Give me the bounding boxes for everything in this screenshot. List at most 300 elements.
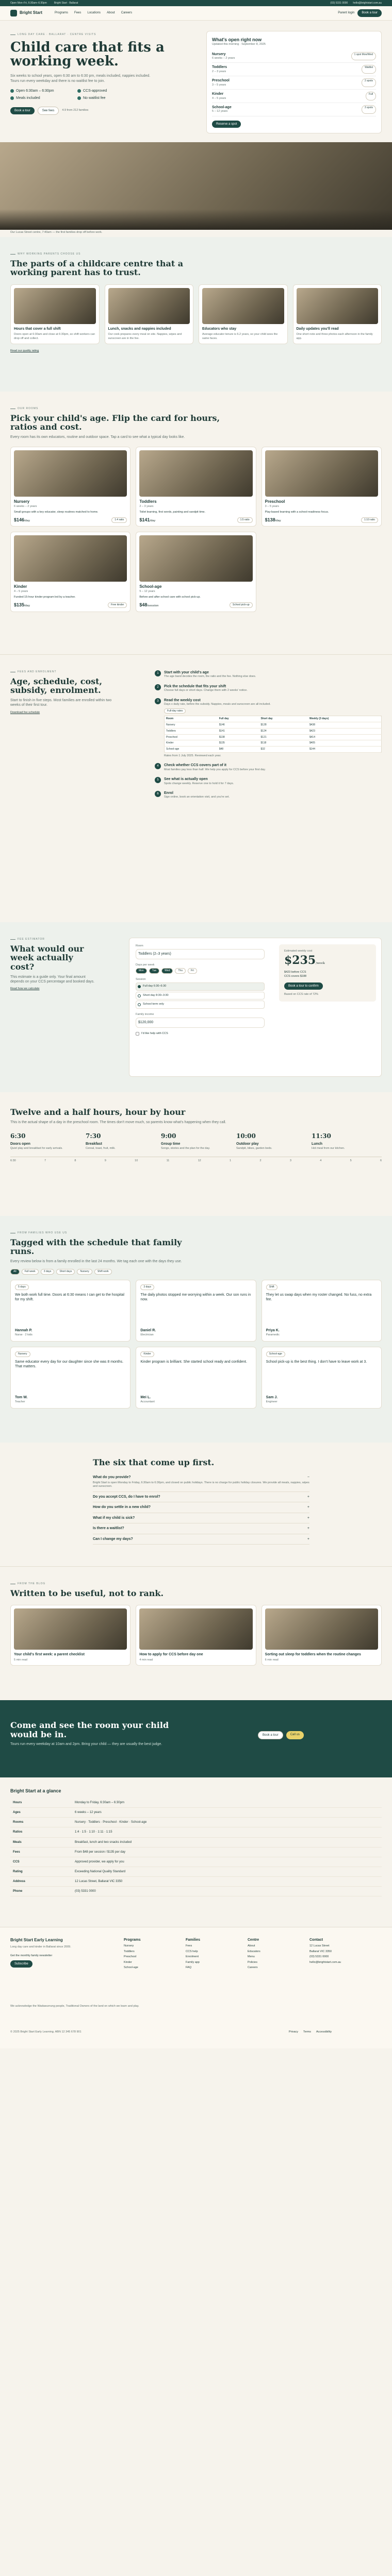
- age-card-range: 6 weeks – 2 years: [14, 505, 37, 509]
- day-slot: [236, 1132, 306, 1150]
- age-card-price-row: [14, 602, 127, 608]
- fee-table-cell: $141: [218, 728, 259, 734]
- step-text: Most families pay less than half. We help you apply for CCS before your first day.: [164, 768, 266, 771]
- day-chip[interactable]: Mon: [136, 968, 147, 974]
- age-card-tag: 1:5 ratio: [237, 517, 253, 523]
- review-card: [10, 1280, 130, 1342]
- glance-row: [10, 1798, 382, 1808]
- review-role: Teacher: [15, 1400, 25, 1403]
- parts-photo: [202, 288, 284, 324]
- price-value: $138: [265, 517, 275, 523]
- age-photo: [14, 535, 127, 582]
- day-section: [0, 1092, 392, 1216]
- review-role: Paramedic: [266, 1333, 280, 1336]
- hero-point: Meals included: [16, 96, 40, 100]
- hour-tick[interactable]: 12: [198, 1159, 201, 1163]
- fee-table: [164, 716, 382, 753]
- parts-card-title: Educators who stay: [202, 327, 237, 331]
- session-option[interactable]: [136, 1001, 265, 1008]
- parts-photo: [297, 288, 379, 324]
- footer-col: [248, 1938, 294, 1972]
- step-title: Read the weekly cost: [164, 698, 201, 702]
- hour-tick[interactable]: 10: [135, 1159, 138, 1163]
- room-ages: 5 – 12 years: [212, 110, 228, 113]
- rate-chip[interactable]: Full-day rates: [164, 708, 186, 714]
- cta-call-button[interactable]: Call us: [286, 1731, 304, 1739]
- hero-point: CCS-approved: [83, 89, 107, 93]
- parts-card-title: Lunch, snacks and nappies included: [108, 327, 171, 331]
- availability-row[interactable]: [212, 50, 376, 63]
- slot-label: Outdoor play: [236, 1142, 259, 1146]
- glance-row: [10, 1818, 382, 1827]
- availability-row[interactable]: [212, 103, 376, 116]
- blog-title: Your child's first week: a parent checklist: [14, 1653, 85, 1657]
- footer-link[interactable]: Policies: [248, 1960, 257, 1964]
- step-title: Start with your child's age: [164, 671, 209, 674]
- step: [155, 670, 382, 679]
- review-card: [10, 1347, 130, 1409]
- day-lede: This is the actual shape of a day in the preschool room. The times don't move much, so parents know what's happening when they call.: [10, 1120, 226, 1124]
- fee-table-row: [165, 740, 382, 747]
- session-option[interactable]: [136, 992, 265, 999]
- parts-card: [199, 284, 288, 344]
- radio-icon: [138, 985, 141, 988]
- faq-question: What if my child is sick?: [93, 1516, 135, 1520]
- footer-link[interactable]: Preschool: [124, 1955, 137, 1959]
- slot-time: 11:30: [312, 1132, 331, 1140]
- footer-col-heading: Contact: [309, 1938, 323, 1942]
- fee-table-cell: Kinder: [165, 740, 218, 747]
- cta-book-tour-button[interactable]: Book a tour: [258, 1731, 283, 1739]
- slot-label: Doors open: [10, 1142, 30, 1146]
- footer-link[interactable]: Nursery: [124, 1944, 134, 1948]
- fee-table-cell: School-age: [165, 747, 218, 753]
- parts-card-body: One short note and three photos each afternoon in the family app.: [296, 333, 373, 340]
- fee-table-header: Weekly (3 days): [308, 716, 382, 722]
- review-card: [136, 1280, 256, 1342]
- review-filter[interactable]: Shift work: [94, 1269, 112, 1275]
- blog-meta: 4 min read: [139, 1658, 153, 1662]
- fee-table-cell: $48: [218, 747, 259, 753]
- review-name: Hannah P.: [15, 1329, 32, 1333]
- glance-key: Fees: [10, 1847, 72, 1857]
- quality-rating-link[interactable]: Read our quality rating: [10, 349, 39, 353]
- estimate-label: Estimated weekly cost: [284, 950, 313, 953]
- age-card-price-row: [139, 517, 252, 523]
- age-card-name: Toddlers: [139, 499, 157, 504]
- footer: [0, 1927, 392, 2048]
- fee-table-cell: $438: [308, 722, 382, 728]
- parts-card-body: Our cook prepares every meal on site. Nappies, wipes and sunscreen are in the fee.: [108, 333, 182, 340]
- step-body: [164, 698, 382, 758]
- parts-card-body: Average educator tenure is 6.2 years, so your child sees the same faces.: [202, 333, 278, 340]
- age-card[interactable]: [262, 447, 382, 527]
- faq-question-row[interactable]: [93, 1516, 309, 1520]
- hour-tick[interactable]: 11: [166, 1159, 170, 1163]
- review-role: Electrician: [140, 1333, 154, 1336]
- review-tag: Kinder: [140, 1351, 154, 1357]
- hour-tick[interactable]: 8: [74, 1159, 76, 1163]
- session-label: Short day 8:30–3:30: [143, 993, 169, 997]
- estimate-unit: /week: [316, 962, 325, 965]
- slot-label: Breakfast: [86, 1142, 102, 1146]
- day-chip[interactable]: Fri: [188, 968, 197, 974]
- age-card-body: Toilet learning, first words, painting and sandpit time.: [139, 510, 206, 514]
- availability-status: 3 spots: [362, 105, 376, 114]
- glance-title: Bright Start at a glance: [10, 1788, 61, 1793]
- faq-item[interactable]: [93, 1472, 309, 1492]
- footer-link[interactable]: Kinder: [124, 1960, 132, 1964]
- hour-tick[interactable]: 1: [230, 1159, 232, 1163]
- faq-question-row[interactable]: [93, 1526, 309, 1531]
- hour-tick[interactable]: 2: [259, 1159, 262, 1163]
- room-name: Kinder: [212, 92, 224, 96]
- fee-table-cell: $124: [259, 728, 308, 734]
- availability-row[interactable]: [212, 76, 376, 90]
- legal-link[interactable]: Accessibility: [316, 2030, 332, 2033]
- step-number: 4: [155, 763, 161, 769]
- ccs-rate-note: Based on CCS rate of 72%: [284, 993, 319, 996]
- footer-link[interactable]: Careers: [248, 1966, 258, 1970]
- hour-tick[interactable]: 4: [320, 1159, 322, 1163]
- review-role: Accountant: [140, 1400, 155, 1403]
- glance-key: Meals: [10, 1837, 72, 1847]
- hero-caption: Our Lucas Street centre, 7:40am — the first families drop off before work.: [10, 231, 103, 234]
- gross-cost: $423 before CCS: [284, 971, 306, 974]
- footer-link[interactable]: Menu: [248, 1955, 255, 1959]
- footer-link[interactable]: Family app: [186, 1960, 200, 1964]
- age-card-body: Funded 15-hour kinder program led by a teacher.: [14, 595, 76, 599]
- faq-question-row[interactable]: [93, 1495, 309, 1499]
- ccs-help-checkbox[interactable]: [136, 1032, 139, 1036]
- footer-col-heading: Programs: [124, 1938, 141, 1942]
- faq-item[interactable]: [93, 1523, 309, 1534]
- check-icon: [10, 96, 14, 100]
- copyright: © 2025 Bright Start Early Learning. ABN 12 345 678 901: [10, 2030, 81, 2033]
- hero-point: Open 6:30am – 6:30pm: [16, 89, 54, 93]
- faq-question-row[interactable]: [93, 1537, 309, 1541]
- room-name: Toddlers: [212, 65, 227, 70]
- day-slot: [161, 1132, 231, 1150]
- blog-card[interactable]: [262, 1605, 382, 1666]
- chevron-down-icon: −: [307, 1475, 309, 1479]
- parts-eyebrow: WHY WORKING PARENTS CHOOSE US: [10, 252, 382, 256]
- faq-item[interactable]: [93, 1513, 309, 1523]
- parent-login-link[interactable]: Parent login: [338, 11, 355, 15]
- room-name: Nursery: [212, 52, 226, 56]
- glance-key: Ratios: [10, 1827, 72, 1837]
- hour-tick[interactable]: 7: [44, 1159, 46, 1163]
- ages-title: Pick your child's age. Flip the card for hours, ratios and cost.: [10, 413, 220, 432]
- fee-table-row: [165, 747, 382, 753]
- step-title: Pick the schedule that fits your shift: [164, 684, 226, 688]
- location-text: Bright Start · Ballarat: [54, 1, 78, 5]
- fee-table-cell: $135: [218, 740, 259, 747]
- review-name: Daniel R.: [140, 1329, 156, 1333]
- check-icon: [77, 89, 81, 93]
- ages-lede: Every room has its own educators, routine and outdoor space. Tap a card to see what a typical day looks like.: [10, 435, 185, 439]
- hours-text: Open Mon–Fri, 6:30am–6:30pm: [10, 1, 47, 5]
- check-icon: [77, 96, 81, 100]
- glance-value: Approved provider, we apply for you: [72, 1857, 382, 1867]
- glance-section: [0, 1777, 392, 1927]
- hour-tick[interactable]: 3: [289, 1159, 291, 1163]
- income-label: Family income: [136, 1012, 154, 1016]
- review-filter[interactable]: Nursery: [77, 1269, 92, 1275]
- confirm-tour-button[interactable]: Book a tour to confirm: [284, 982, 323, 990]
- room-ages: 2 – 3 years: [212, 70, 226, 73]
- fee-schedule-link[interactable]: Download fee schedule: [10, 710, 40, 714]
- age-card-tag: 1:10 ratio: [361, 517, 378, 523]
- footer-link[interactable]: Fees: [186, 1944, 192, 1948]
- review-author: [15, 1328, 32, 1337]
- age-card[interactable]: [10, 447, 130, 527]
- reviews-eyebrow: FROM FAMILIES WHO USE US: [10, 1231, 382, 1235]
- price-unit: /day: [24, 519, 30, 523]
- footer-link[interactable]: Toddlers: [124, 1950, 135, 1953]
- nav-fees[interactable]: Fees: [74, 11, 81, 15]
- age-photo: [139, 535, 252, 582]
- availability-room: [212, 52, 235, 61]
- availability-room: [212, 78, 230, 87]
- blog-title: Sorting out sleep for toddlers when the routine changes: [265, 1653, 361, 1657]
- blog-photo: [14, 1608, 127, 1650]
- acknowledgement: We acknowledge the Wadawurrung people, Traditional Owners of the land on which we learn and play.: [10, 2005, 139, 2008]
- review-quote: Same educator every day for our daughter since she was 8 months. That matters.: [15, 1360, 124, 1369]
- legal-link[interactable]: Terms: [303, 2030, 312, 2033]
- room-name: Preschool: [212, 79, 230, 83]
- review-card: [262, 1347, 382, 1409]
- costs-lede: Start to finish in five steps. Most families are enrolled within two weeks of their first tour.: [10, 698, 112, 707]
- step-number: 1: [155, 670, 161, 676]
- review-filter[interactable]: Short days: [56, 1269, 75, 1275]
- top-bar: [0, 0, 392, 6]
- footer-link[interactable]: Enrolment: [186, 1955, 199, 1959]
- price-unit: /session: [147, 604, 159, 608]
- footer-link[interactable]: About: [248, 1944, 255, 1948]
- footer-link[interactable]: (03) 5331 0000: [309, 1955, 329, 1959]
- price-value: $48: [139, 602, 148, 608]
- step-text: Choose full days or short days. Change them with 2 weeks' notice.: [164, 689, 248, 692]
- review-filter[interactable]: Full week: [22, 1269, 39, 1275]
- footer-link[interactable]: FAQ: [186, 1966, 192, 1970]
- age-card-price: [139, 517, 155, 523]
- day-chip[interactable]: Tue: [149, 968, 159, 974]
- parts-section: [0, 237, 392, 392]
- room-select[interactable]: Toddlers (2–3 years): [136, 949, 265, 959]
- age-card-name: Kinder: [14, 584, 27, 589]
- review-filter[interactable]: All: [10, 1269, 20, 1275]
- glance-value: Exceeding National Quality Standard: [72, 1867, 382, 1876]
- logo[interactable]: [10, 10, 42, 16]
- glance-key: Phone: [10, 1886, 72, 1896]
- price-value: $146: [14, 517, 25, 523]
- hour-tick[interactable]: 6: [380, 1159, 382, 1163]
- step: [155, 684, 382, 693]
- price-unit: /day: [275, 519, 281, 523]
- age-card-tag: School pick-up: [230, 602, 253, 608]
- step-text: The age band decides the room, the ratio and the fee. Nothing else does.: [164, 675, 256, 679]
- review-filter[interactable]: 3 days: [41, 1269, 55, 1275]
- footer-col-heading: Centre: [248, 1938, 259, 1942]
- check-icon: [10, 89, 14, 93]
- day-slot: [10, 1132, 80, 1150]
- availability-room: [212, 65, 227, 74]
- review-tag: Shift: [266, 1284, 277, 1290]
- step-text: Spots change weekly. Reserve one to hold it for 7 days.: [164, 782, 234, 785]
- footer-link[interactable]: Educators: [248, 1950, 260, 1953]
- hero-title: Child care that fits a working week.: [10, 39, 165, 70]
- availability-status: 2 spots: [362, 78, 376, 87]
- footer-link[interactable]: School-age: [124, 1966, 138, 1970]
- session-option[interactable]: [136, 982, 265, 990]
- review-quote: The daily photos stopped me worrying within a week. Our son runs in now.: [140, 1293, 251, 1302]
- review-role: Nurse · 2 kids: [15, 1333, 32, 1336]
- fee-table-row: [165, 722, 382, 728]
- room-ages: 4 – 5 years: [212, 96, 226, 100]
- reserve-spot-button[interactable]: Reserve a spot: [212, 121, 241, 128]
- nav-careers[interactable]: Careers: [121, 11, 133, 15]
- availability-status: 1 spot Mon/Wed: [351, 52, 376, 61]
- income-input[interactable]: $120,000: [136, 1018, 265, 1027]
- fee-table-cell: $32: [259, 747, 308, 753]
- hour-tick[interactable]: 6:30: [10, 1159, 16, 1163]
- age-photo: [139, 450, 252, 497]
- email-link[interactable]: hello@brightstart.com.au: [353, 1, 382, 5]
- age-card-tag: 1:4 ratio: [111, 517, 127, 523]
- blog-card[interactable]: [10, 1605, 130, 1666]
- hour-tick[interactable]: 5: [350, 1159, 352, 1163]
- legal-link[interactable]: Privacy: [289, 2030, 299, 2033]
- availability-status: Full: [366, 92, 376, 100]
- parts-card: [10, 284, 100, 344]
- slot-body: Quiet play and breakfast for early arrivals.: [10, 1146, 63, 1150]
- glance-key: Hours: [10, 1798, 72, 1808]
- glance-row: [10, 1837, 382, 1847]
- fee-table-cell: Toddlers: [165, 728, 218, 734]
- review-quote: Kinder program is brilliant. She started school ready and confident.: [140, 1360, 247, 1364]
- review-author: [15, 1395, 27, 1404]
- faq-question: Do you accept CCS, do I have to enrol?: [93, 1495, 160, 1499]
- ccs-help-label: I'd like help with CCS: [141, 1031, 168, 1035]
- footer-link[interactable]: CCS help: [186, 1950, 198, 1953]
- cta-title: Come and see the room your child would be in.: [10, 1720, 169, 1739]
- review-quote: School pick-up is the best thing. I don't have to leave work at 3.: [266, 1360, 367, 1364]
- nav-programs[interactable]: Programs: [55, 11, 69, 15]
- costs-section: [0, 654, 392, 922]
- price-unit: /day: [150, 519, 156, 523]
- age-card[interactable]: [136, 532, 256, 612]
- age-photo: [265, 450, 378, 497]
- age-card-price-row: [14, 517, 127, 523]
- slot-time: 10:00: [236, 1132, 256, 1140]
- fee-table-cell: $138: [218, 734, 259, 740]
- step: [155, 777, 382, 786]
- review-card: [262, 1280, 382, 1342]
- age-card-range: 4 – 5 years: [14, 590, 28, 594]
- chevron-down-icon: +: [307, 1505, 309, 1510]
- availability-status: Waitlist: [362, 65, 376, 74]
- parts-card: [293, 284, 382, 344]
- chevron-down-icon: +: [307, 1495, 309, 1499]
- hero-see-fees-button[interactable]: See fees: [38, 107, 59, 115]
- glance-value: 12 Lucas Street, Ballarat VIC 3350: [72, 1876, 382, 1886]
- fee-table-row: [165, 734, 382, 740]
- calc-method-link[interactable]: Read how we calculate: [10, 987, 40, 991]
- age-card[interactable]: [10, 532, 130, 612]
- step-body: [164, 763, 382, 772]
- chevron-down-icon: +: [307, 1527, 309, 1531]
- ccs-amount: CCS covers $188: [284, 974, 307, 978]
- nav-about[interactable]: About: [107, 11, 115, 15]
- availability-title: What's open right now: [212, 37, 262, 42]
- faq-item[interactable]: [93, 1534, 309, 1545]
- glance-key: Ages: [10, 1808, 72, 1818]
- step-text: Days x daily rate, before the subsidy. Nappies, meals and sunscreen are all included.: [164, 703, 271, 706]
- phone-link[interactable]: (03) 5331 0000: [330, 1, 348, 5]
- slot-label: Lunch: [312, 1142, 322, 1146]
- subscribe-button[interactable]: Subscribe: [10, 1960, 32, 1968]
- glance-row: [10, 1886, 382, 1896]
- day-slot: [86, 1132, 156, 1150]
- blog-title: How to apply for CCS before day one: [139, 1653, 203, 1657]
- availability-row[interactable]: [212, 90, 376, 103]
- review-tag: 3 days: [140, 1284, 154, 1290]
- day-chip[interactable]: Thu: [175, 968, 186, 974]
- review-author: [140, 1395, 155, 1404]
- nav-locations[interactable]: Locations: [87, 11, 101, 15]
- availability-row[interactable]: [212, 63, 376, 76]
- age-card[interactable]: [136, 447, 256, 527]
- book-tour-button[interactable]: Book a tour: [357, 9, 382, 16]
- calculator-section: [0, 922, 392, 1092]
- age-card-range: 3 – 5 years: [265, 505, 279, 509]
- newsletter-label: Get the monthly family newsletter: [10, 1954, 53, 1958]
- hero-eyebrow: LONG DAY CARE · BALLARAT · CENTRE VISITS: [10, 33, 196, 37]
- footer-link[interactable]: Ballarat VIC 3350: [309, 1950, 332, 1953]
- availability-card: [206, 31, 382, 133]
- faq-question-row[interactable]: [93, 1505, 309, 1510]
- blog-eyebrow: FROM THE BLOG: [10, 1582, 382, 1586]
- footer-brand: Bright Start Early Learning: [10, 1938, 63, 1942]
- review-name: Sam J.: [266, 1396, 278, 1400]
- hour-tick[interactable]: 9: [104, 1159, 106, 1163]
- day-chip[interactable]: Wed: [161, 968, 173, 974]
- faq-item[interactable]: [93, 1502, 309, 1513]
- step-body: [164, 791, 382, 800]
- price-value: $141: [139, 517, 150, 523]
- faq-item[interactable]: [93, 1492, 309, 1502]
- ages-eyebrow: OUR ROOMS: [10, 407, 382, 411]
- faq-question-row[interactable]: [93, 1475, 309, 1480]
- blog-card[interactable]: [136, 1605, 256, 1666]
- hero-lede: Six weeks to school years, open 6:30 am to 6:30 pm, meals included, nappies included. Tours run every weekday and there is no waitlist fee to join.: [10, 74, 151, 83]
- footer-link[interactable]: hello@brightstart.com.au: [309, 1960, 341, 1964]
- slot-time: 9:00: [161, 1132, 176, 1140]
- glance-value: 6 weeks – 12 years: [72, 1808, 382, 1818]
- age-card-name: School-age: [139, 584, 162, 589]
- fee-table-cell: $144: [308, 747, 382, 753]
- footer-link[interactable]: 12 Lucas Street: [309, 1944, 330, 1948]
- glance-value: Nursery · Toddlers · Preschool · Kinder · School-age: [72, 1818, 382, 1827]
- slot-body: Cereal, toast, fruit, milk.: [86, 1146, 116, 1150]
- cta-body: Tours run every weekday at 10am and 2pm. Bring your child — they are usually the best judge.: [10, 1742, 162, 1747]
- hero-book-tour-button[interactable]: Book a tour: [10, 107, 35, 114]
- age-card-name: Preschool: [265, 499, 285, 504]
- parts-card-title: Hours that cover a full shift: [14, 327, 61, 331]
- faq-answer: Bright Start is open Monday to Friday, 6:30am to 6:30pm, and closed on public holidays. There is no charge for public holiday closures. We provide all meals, nappies, wipes and sunscreen.: [93, 1481, 309, 1488]
- glance-key: Address: [10, 1876, 72, 1886]
